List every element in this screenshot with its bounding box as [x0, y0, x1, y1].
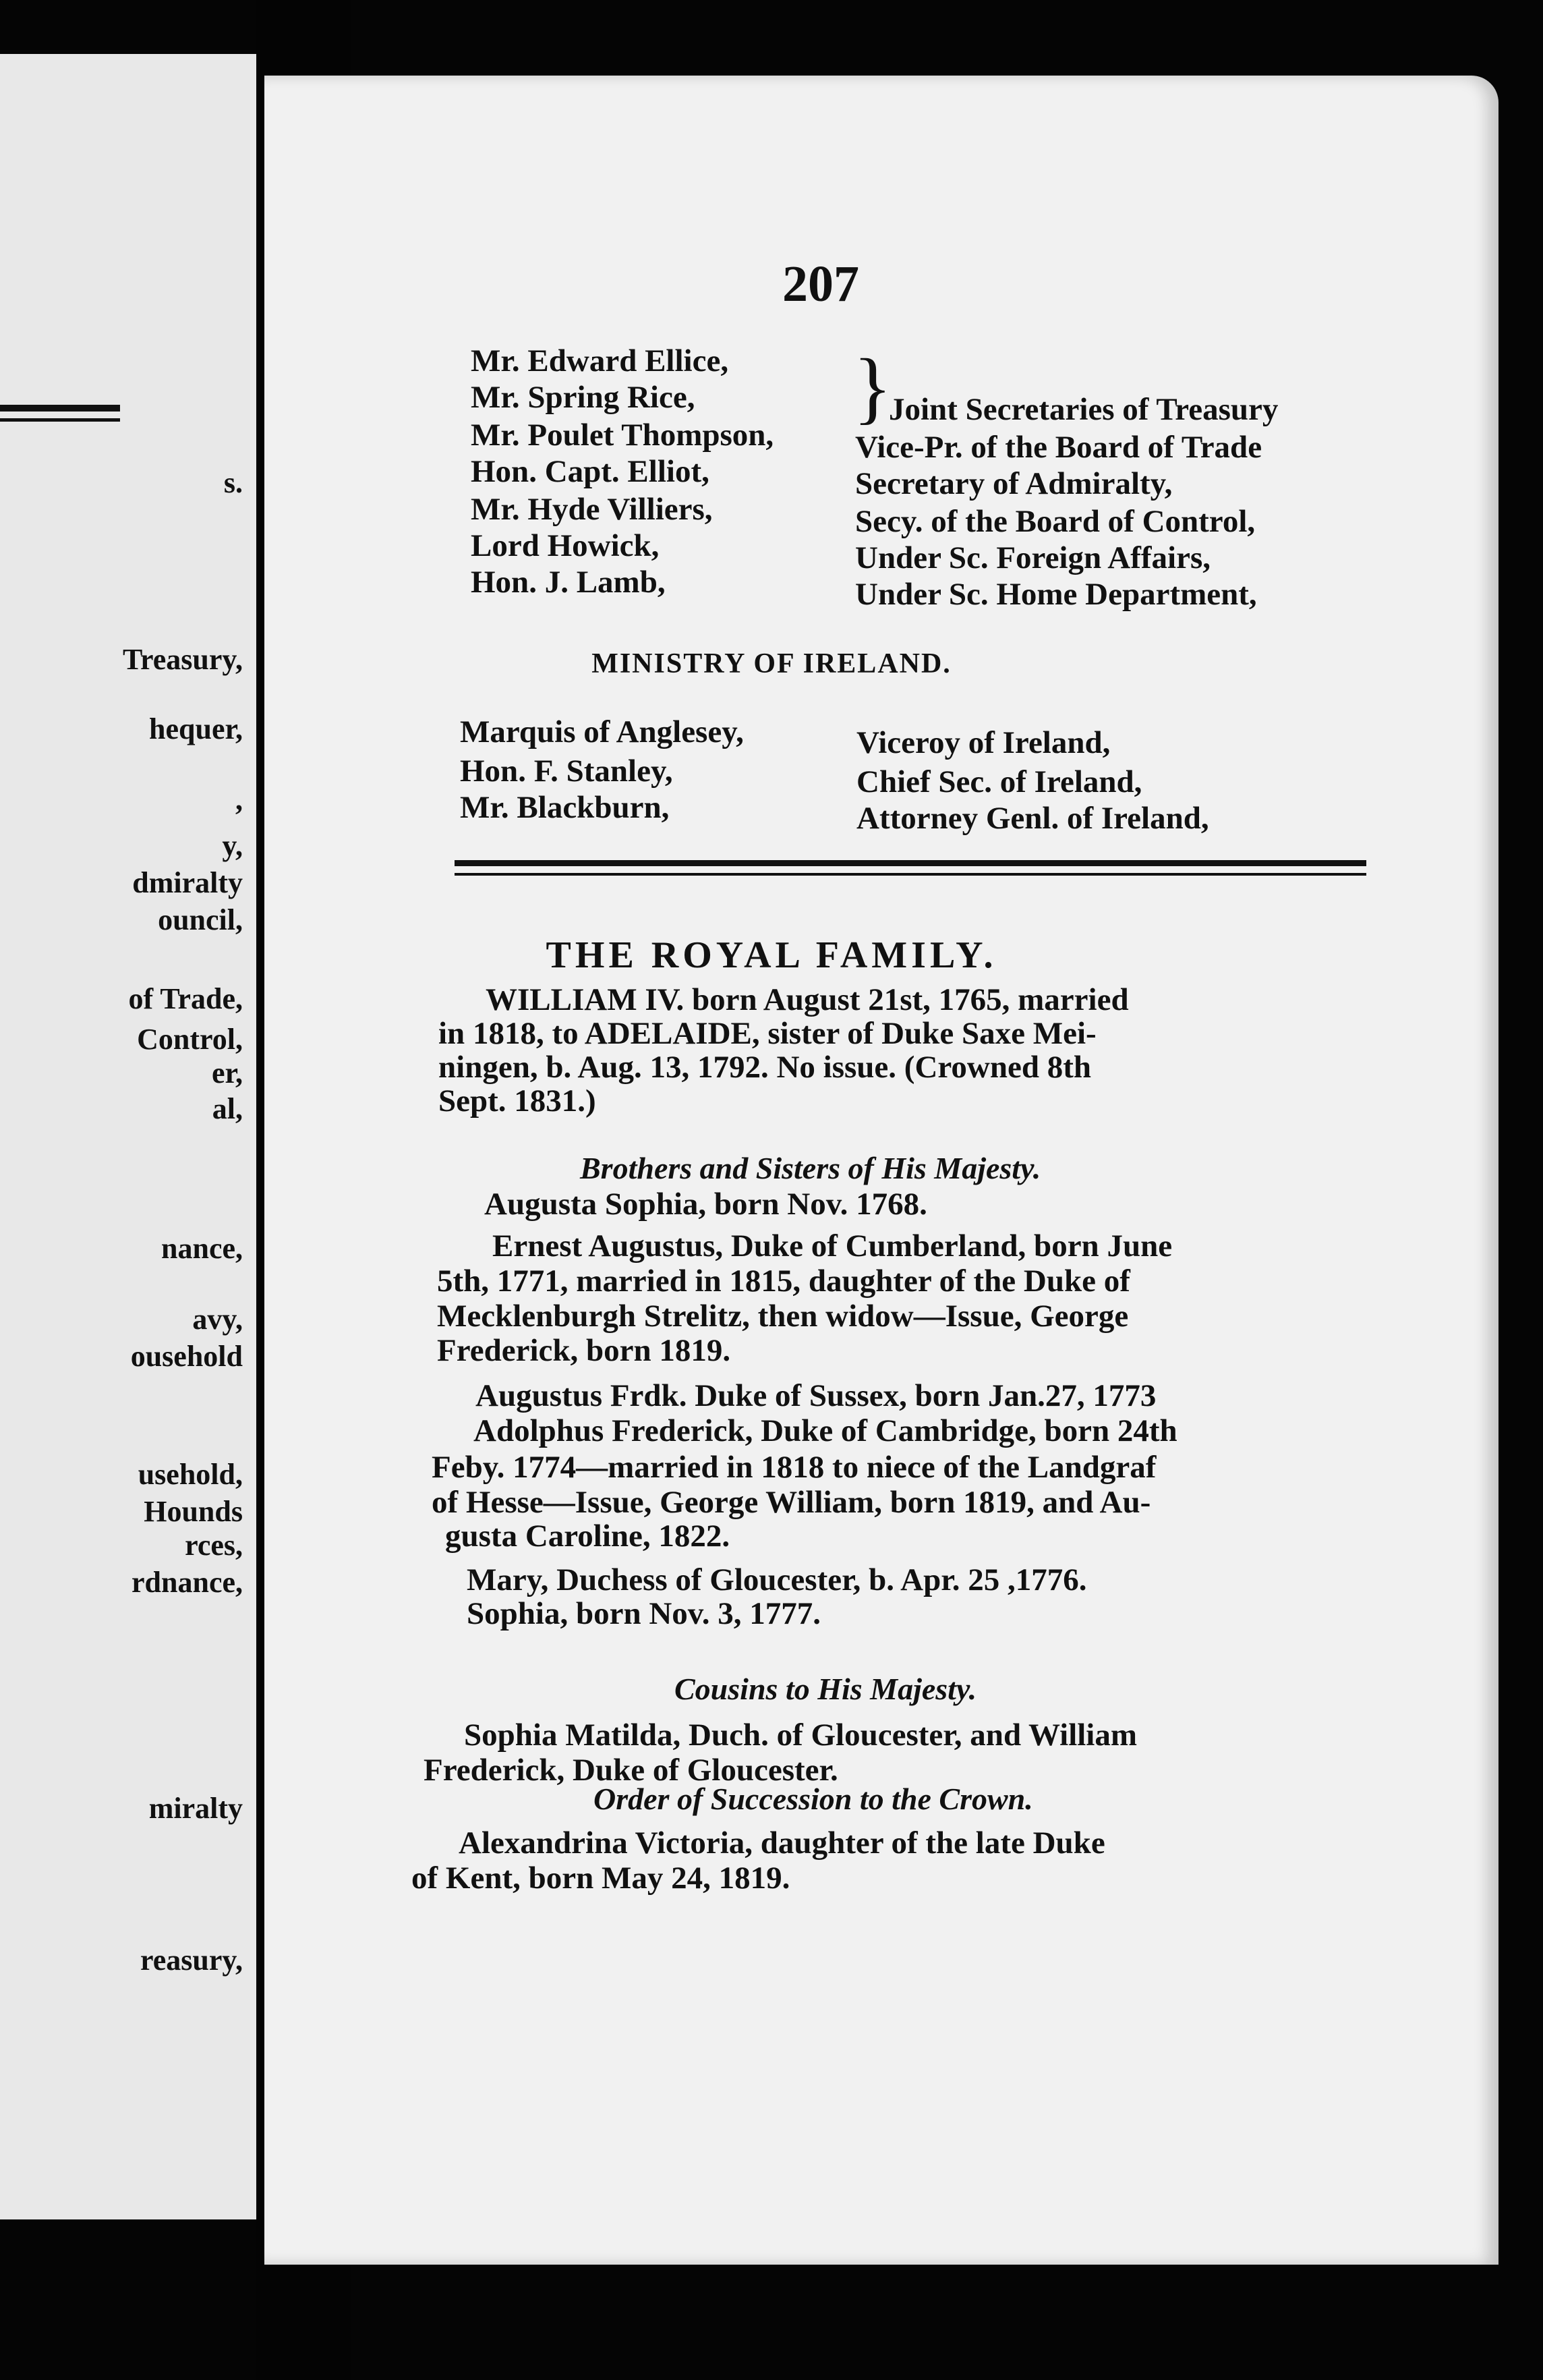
left-page-line: miralty [148, 1792, 243, 1825]
paragraph-line: of Hesse—Issue, George William, born 1819, and Au- [432, 1485, 1151, 1520]
official-name: Mr. Edward Ellice, [471, 343, 729, 378]
official-office: Vice-Pr. of the Board of Trade [855, 430, 1262, 465]
official-name: Marquis of Anglesey, [460, 714, 744, 749]
paragraph-line: Alexandrina Victoria, daughter of the late Duke [459, 1825, 1105, 1861]
official-name: Mr. Spring Rice, [471, 380, 695, 415]
official-name: Lord Howick, [471, 528, 660, 563]
left-page-line: al, [212, 1092, 243, 1125]
official-name: Hon. Capt. Elliot, [471, 454, 709, 489]
paragraph-line: WILLIAM IV. born August 21st, 1765, married [486, 982, 1129, 1017]
official-office: Joint Secretaries of Treasury [889, 392, 1279, 427]
succession-heading: Order of Succession to the Crown. [593, 1782, 1033, 1816]
left-page-line: dmiralty [132, 866, 243, 899]
paragraph-line: Mecklenburgh Strelitz, then widow—Issue, George [437, 1299, 1129, 1334]
paragraph-line: Mary, Duchess of Gloucester, b. Apr. 25 ,1776. [467, 1562, 1087, 1597]
left-page-line: avy, [192, 1303, 243, 1336]
left-page-line: nance, [161, 1232, 243, 1265]
paragraph-line: of Kent, born May 24, 1819. [411, 1861, 790, 1896]
left-page-rule [0, 418, 120, 422]
left-page-line: er, [211, 1056, 243, 1089]
left-page-line: , [235, 783, 243, 816]
paragraph-line: 5th, 1771, married in 1815, daughter of the Duke of [437, 1264, 1130, 1299]
left-page-line: usehold, [138, 1458, 243, 1491]
joint-secretaries-brace: } [853, 342, 892, 432]
paragraph-line: Augustus Frdk. Duke of Sussex, born Jan.27, 1773 [475, 1378, 1157, 1413]
official-name: Hon. J. Lamb, [471, 565, 666, 600]
paragraph-line: Augusta Sophia, born Nov. 1768. [484, 1187, 927, 1222]
official-name: Hon. F. Stanley, [460, 754, 673, 789]
official-office: Under Sc. Home Department, [855, 577, 1257, 612]
paragraph-line: Adolphus Frederick, Duke of Cambridge, born 24th [473, 1413, 1177, 1448]
left-facing-page [0, 54, 259, 2219]
paragraph-line: gusta Caroline, 1822. [445, 1519, 730, 1554]
section-rule-thick [455, 860, 1366, 866]
left-page-line: s. [223, 466, 243, 499]
left-page-line: ouncil, [158, 903, 243, 936]
paragraph-line: Sophia, born Nov. 3, 1777. [467, 1596, 821, 1631]
official-name: Mr. Hyde Villiers, [471, 492, 713, 527]
left-page-rule [0, 405, 120, 412]
left-page-line: hequer, [149, 712, 243, 745]
royal-family-heading: THE ROYAL FAMILY. [546, 934, 997, 976]
left-page-line: rdnance, [132, 1566, 243, 1599]
paragraph-line: Sophia Matilda, Duch. of Gloucester, and William [464, 1718, 1138, 1753]
brothers-heading: Brothers and Sisters of His Majesty. [580, 1151, 1041, 1185]
left-page-line: y, [222, 829, 243, 862]
paragraph-line: Frederick, Duke of Gloucester. [424, 1753, 838, 1788]
left-page-line: rces, [185, 1529, 243, 1562]
ireland-heading: MINISTRY OF IRELAND. [591, 648, 952, 679]
cousins-heading: Cousins to His Majesty. [674, 1672, 977, 1706]
official-office: Chief Sec. of Ireland, [856, 764, 1142, 799]
left-page-line: Hounds [144, 1495, 243, 1528]
paragraph-line: ningen, b. Aug. 13, 1792. No issue. (Crowned 8th [438, 1050, 1092, 1085]
paragraph-line: Frederick, born 1819. [437, 1333, 731, 1368]
paragraph-line: in 1818, to ADELAIDE, sister of Duke Saxe Mei- [438, 1016, 1097, 1051]
official-name: Mr. Poulet Thompson, [471, 418, 774, 453]
paragraph-line: Feby. 1774—married in 1818 to niece of the Landgraf [432, 1450, 1157, 1485]
left-page-line: reasury, [140, 1944, 243, 1977]
official-office: Secretary of Admiralty, [855, 466, 1173, 501]
official-office: Viceroy of Ireland, [856, 725, 1111, 760]
section-rule-thin [455, 873, 1366, 876]
page-number: 207 [782, 256, 859, 312]
paragraph-line: Sept. 1831.) [438, 1083, 596, 1118]
official-office: Under Sc. Foreign Affairs, [855, 540, 1211, 575]
left-page-line: ousehold [130, 1340, 243, 1373]
official-name: Mr. Blackburn, [460, 790, 670, 825]
left-page-line: Treasury, [122, 643, 243, 676]
paragraph-line: Ernest Augustus, Duke of Cumberland, born June [492, 1228, 1173, 1264]
official-office: Attorney Genl. of Ireland, [856, 801, 1209, 836]
left-page-line: Control, [137, 1023, 243, 1056]
official-office: Secy. of the Board of Control, [855, 504, 1256, 539]
left-page-line: of Trade, [128, 982, 243, 1015]
